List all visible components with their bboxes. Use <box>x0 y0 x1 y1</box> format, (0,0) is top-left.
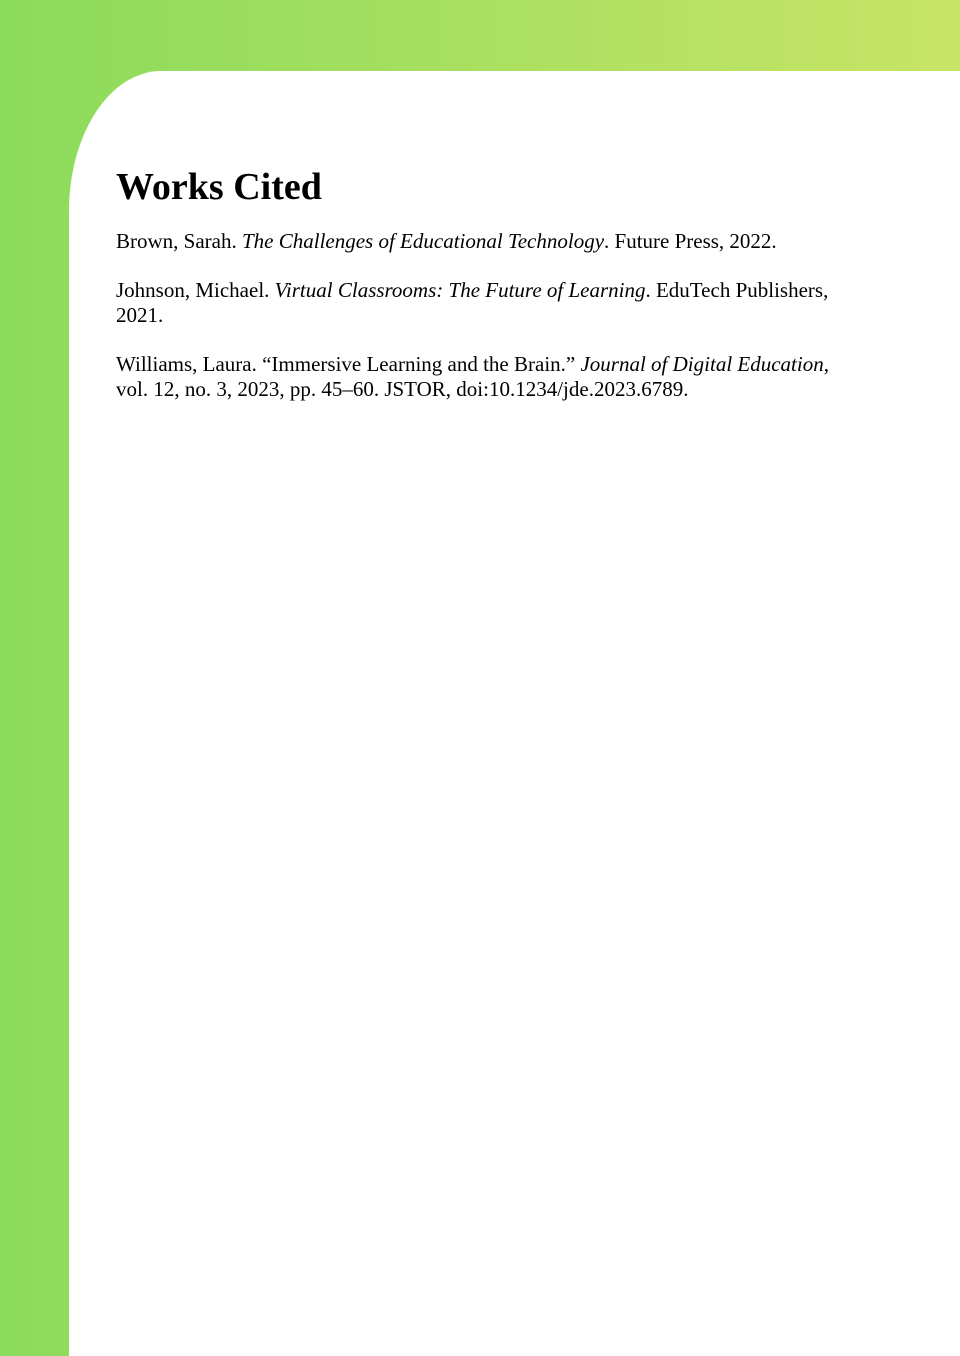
citation-title: Journal of Digital Education <box>580 352 824 376</box>
citation-details: . EduTech Publishers, 2021. <box>116 278 829 327</box>
works-cited-section <box>116 165 846 426</box>
citation-entry <box>116 352 846 402</box>
citation-title: The Challenges of Educational Technology <box>241 229 605 253</box>
citation-author: Williams, Laura. “Immersive Learning and the Brain.” <box>116 352 581 376</box>
citation-entry <box>116 229 846 254</box>
citation-details: . Future Press, 2022. <box>604 229 777 253</box>
citation-entry <box>116 278 846 328</box>
citation-details: , vol. 12, no. 3, 2023, pp. 45–60. JSTOR, doi:10.1234/jde.2023.6789. <box>116 352 829 401</box>
page-title: Works Cited <box>116 166 322 208</box>
document-page <box>69 71 960 1356</box>
citation-title: Virtual Classrooms: The Future of Learning <box>274 278 646 302</box>
citation-author: Johnson, Michael. <box>116 278 275 302</box>
citation-author: Brown, Sarah. <box>116 229 242 253</box>
